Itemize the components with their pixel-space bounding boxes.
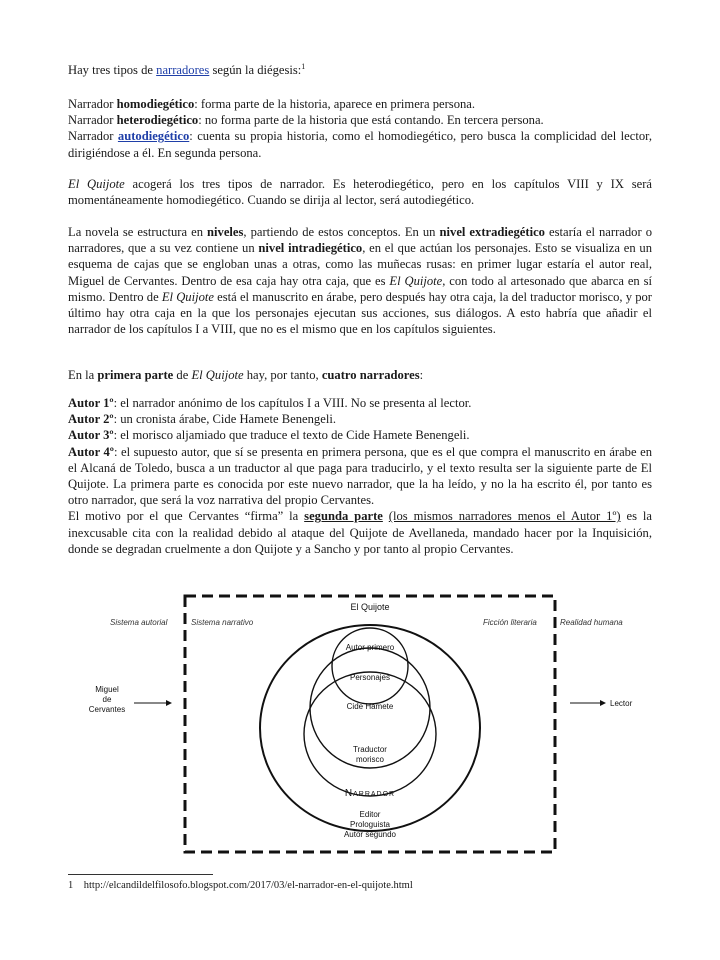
autores-list — [68, 395, 652, 557]
narrator-types — [68, 96, 652, 161]
footnote — [68, 880, 413, 891]
term-intradiegetico: nivel intradiegético — [258, 241, 363, 256]
footnote-number: 1 — [68, 880, 74, 891]
term-extradiegetico: nivel extradiegético — [439, 225, 545, 239]
autor-2: Autor 2º: un cronista árabe, Cide Hamete Benengeli. — [68, 412, 336, 427]
motivo-paragraph: El motivo por el que Cervantes “firma” la segunda parte (los mismos narradores menos el Autor 1º) es la inexcusable cita con la realidad debido al ataque del Quijote de Avellaneda, mandado hacer por la Inquisición, donde se degradan cruelmente a don Quijote y a Sancho y por tanto al propio Cervantes. — [68, 509, 652, 556]
label-miguel-2: de — [102, 695, 112, 704]
term-niveles: niveles — [207, 225, 244, 239]
autor-3: Autor 3º: el morisco aljamiado que traduce el texto de Cide Hamete Benengeli. — [68, 428, 470, 443]
narrative-levels-diagram — [60, 592, 660, 862]
intro-post: según la diégesis: — [209, 63, 302, 77]
type-autodiegetico: Narrador autodiegético: cuenta su propia historia, como el homodiegético, pero busca la complicidad del lector, dirigiéndose a él. En segunda persona. — [68, 129, 652, 160]
term-segunda-parte: segunda parte — [304, 509, 383, 524]
arrow-in-head — [166, 700, 172, 706]
primera-parte-paragraph: En la primera parte de El Quijote hay, por tanto, cuatro narradores: — [68, 368, 424, 382]
label-personajes: Personajes — [349, 673, 391, 682]
term-homodiegetico: homodiegético — [116, 97, 195, 111]
label-traductor-2: morisco — [355, 755, 385, 764]
footnote-ref[interactable]: 1 — [301, 61, 306, 71]
term-primera-parte: primera parte — [97, 368, 174, 382]
autodiegetico-link[interactable]: autodiegético — [117, 129, 190, 144]
footnote-separator — [68, 874, 213, 875]
term-cuatro-narradores: cuatro narradores — [321, 368, 420, 382]
autor-4: Autor 4º: el supuesto autor, que sí se presenta en primera persona, que es el que compra el manuscrito en árabe en el Alcaná de Toledo, busca a un traductor al que paga para traducirlo, y el texto resulta ser la siguiente parte de El Quijote. La primera parte es conocida por este nuevo narrador, que la ha leído, y no la ha escrito él, por tanto es otro narrador, que será la voz narrativa del propio Cervantes. — [68, 444, 652, 508]
box-title: El Quijote — [350, 602, 390, 612]
label-realidad-humana: Realidad humana — [560, 618, 623, 627]
quijote-title: El Quijote — [68, 177, 125, 191]
label-prologuista: Prologuista — [349, 820, 391, 829]
label-autor-segundo: Autor segundo — [343, 830, 397, 839]
label-editor: Editor — [359, 810, 381, 819]
label-miguel-1: Miguel — [95, 685, 119, 694]
label-narrador: Narrador — [344, 788, 396, 799]
autor-primero-circle — [332, 628, 408, 704]
traductor-circle — [304, 672, 436, 796]
intro-paragraph — [68, 62, 652, 78]
type-homodiegetico: Narrador homodiegético: forma parte de la historia, aparece en primera persona. — [68, 97, 476, 111]
term-heterodiegetico: heterodiegético — [116, 113, 199, 128]
label-sistema-narrativo: Sistema narrativo — [191, 618, 254, 627]
label-autor-primero: Autor primero — [345, 643, 395, 652]
label-lector: Lector — [610, 699, 633, 708]
arrow-out-head — [600, 700, 606, 706]
label-cide-hamete: Cide Hamete — [346, 702, 394, 711]
narradores-link[interactable]: narradores — [156, 63, 210, 77]
label-sistema-autorial: Sistema autorial — [110, 618, 168, 627]
label-ficcion-literaria: Ficción literaria — [483, 618, 537, 627]
type-heterodiegetico: Narrador heterodiegético: no forma parte de la historia que está contando. En tercera persona. — [68, 113, 544, 128]
niveles-paragraph: La novela se estructura en niveles, partiendo de estos conceptos. En un nivel extradiegético estaría el narrador o narradores, que a su vez contiene un nivel intradiegético, en el que actúan los personajes. Esto se visualiza en un esquema de cajas que se engloban unas a otras, como las muñecas rusas: en primer lugar estaría el autor real, Miguel de Cervantes. Dentro de esa caja hay otra caja, que es El Quijote, con todo al artesonado que abarca en sí mismo. Dentro de El Quijote está el manuscrito en árabe, pero después hay otra caja, la del traductor morisco, y por último hay otra caja en la que los personajes ejecutan sus acciones, sus diálogos. A esto habría que añadir el narrador de los capítulos I a VIII, que no es el mismo que en los capítulos siguientes. — [68, 225, 652, 337]
narrador-circle — [260, 625, 480, 831]
intro-pre: Hay tres tipos de — [68, 63, 157, 77]
quijote-paragraph: El Quijote acogerá los tres tipos de narrador. Es heterodiegético, pero en los capítulos VIII y IX será momentáneamente homodiegético. Cuando se dirija al lector, será autodiegético. — [68, 177, 652, 208]
footnote-url[interactable]: http://elcandildelfilosofo.blogspot.com/2017/03/el-narrador-en-el-quijote.html — [83, 880, 413, 891]
label-miguel-3: Cervantes — [88, 705, 126, 714]
label-traductor-1: Traductor — [353, 745, 387, 754]
autor-1: Autor 1º: el narrador anónimo de los capítulos I a VIII. No se presenta al lector. — [68, 396, 472, 410]
